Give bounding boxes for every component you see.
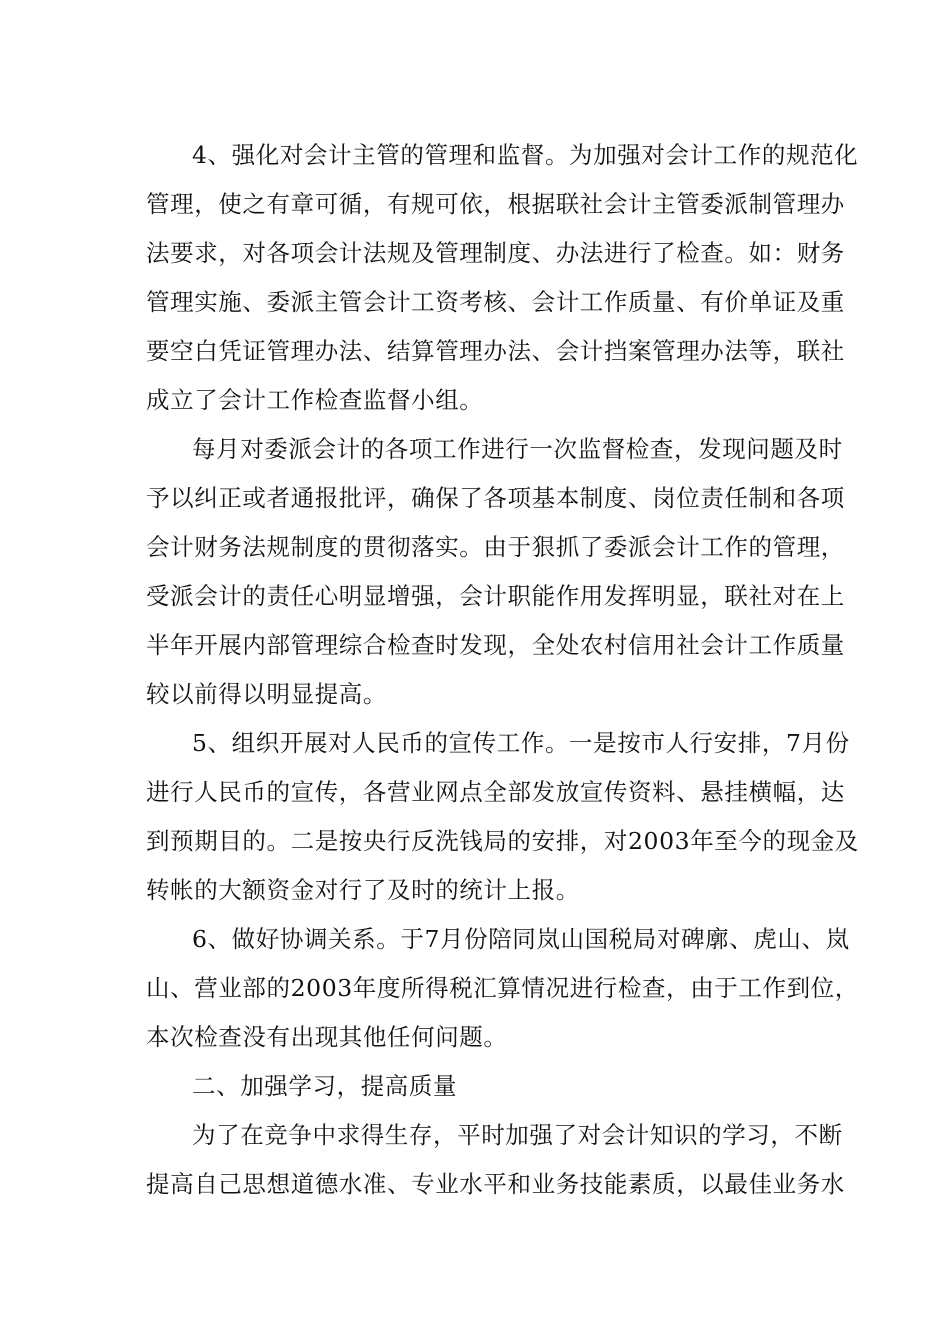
paragraph-line: 半年开展内部管理综合检查时发现，全处农村信用社会计工作质量 <box>146 631 845 659</box>
paragraph-line: 提高自己思想道德水准、专业水平和业务技能素质，以最佳业务水 <box>146 1170 845 1198</box>
paragraph-line: 每月对委派会计的各项工作进行一次监督检查，发现问题及时 <box>192 435 843 463</box>
paragraph-line: 山、营业部的2003年度所得税汇算情况进行检查，由于工作到位， <box>146 974 859 1002</box>
paragraph-line: 6、做好协调关系。于7月份陪同岚山国税局对碑廓、虎山、岚 <box>192 925 850 953</box>
paragraph-line: 较以前得以明显提高。 <box>146 680 387 708</box>
paragraph-line: 到预期目的。二是按央行反洗钱局的安排，对2003年至今的现金及 <box>146 827 859 855</box>
paragraph-line: 要空白凭证管理办法、结算管理办法、会计挡案管理办法等，联社 <box>146 337 845 365</box>
paragraph-line: 予以纠正或者通报批评，确保了各项基本制度、岗位责任制和各项 <box>146 484 845 512</box>
paragraph-line: 管理，使之有章可循，有规可依，根据联社会计主管委派制管理办 <box>146 190 845 218</box>
section-heading: 二、加强学习，提高质量 <box>192 1072 458 1100</box>
paragraph-line: 4、强化对会计主管的管理和监督。为加强对会计工作的规范化 <box>192 141 859 169</box>
paragraph-line: 受派会计的责任心明显增强，会计职能作用发挥明显，联社对在上 <box>146 582 845 610</box>
paragraph-line: 法要求，对各项会计法规及管理制度、办法进行了检查。如：财务 <box>146 239 845 267</box>
paragraph-line: 5、组织开展对人民币的宣传工作。一是按市人行安排，7月份 <box>192 729 850 757</box>
paragraph-line: 为了在竞争中求得生存，平时加强了对会计知识的学习，不断 <box>192 1121 843 1149</box>
paragraph-line: 进行人民币的宣传，各营业网点全部发放宣传资料、悬挂横幅，达 <box>146 778 845 806</box>
paragraph-line: 转帐的大额资金对行了及时的统计上报。 <box>146 876 580 904</box>
paragraph-line: 本次检查没有出现其他任何问题。 <box>146 1023 508 1051</box>
paragraph-line: 管理实施、委派主管会计工资考核、会计工作质量、有价单证及重 <box>146 288 845 316</box>
paragraph-line: 成立了会计工作检查监督小组。 <box>146 386 484 414</box>
paragraph-line: 会计财务法规制度的贯彻落实。由于狠抓了委派会计工作的管理， <box>146 533 845 561</box>
